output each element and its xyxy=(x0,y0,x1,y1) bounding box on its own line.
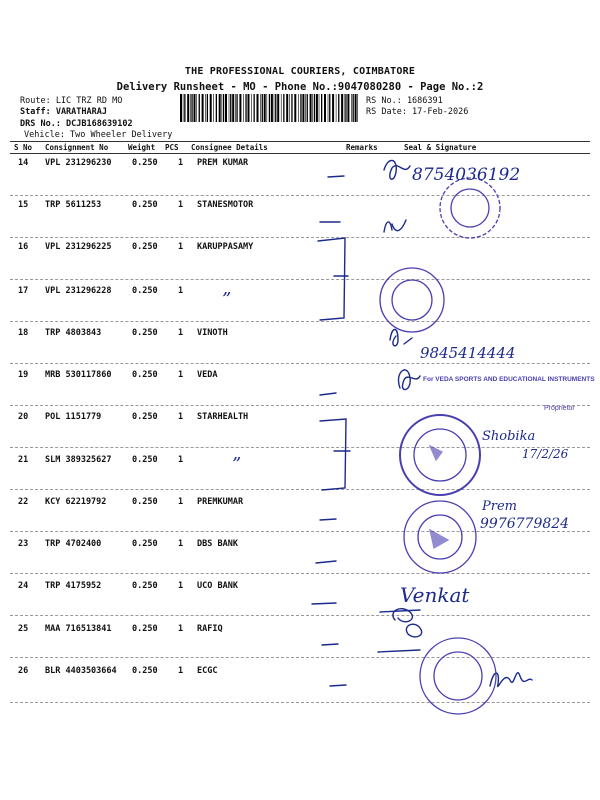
signature-row18 xyxy=(390,330,412,346)
row-consignee: DBS BANK xyxy=(197,539,238,549)
row-consignee: UCO BANK xyxy=(197,581,238,591)
barcode-bar xyxy=(254,94,255,122)
barcode xyxy=(180,94,360,122)
barcode-bar xyxy=(329,94,330,122)
signature-row26 xyxy=(490,673,532,687)
stamp-text-row19: For VEDA SPORTS AND EDUCATIONAL INSTRUMENTS xyxy=(423,376,595,383)
barcode-bar xyxy=(196,94,197,122)
barcode-bar xyxy=(312,94,313,122)
row-sno: 24 xyxy=(18,581,29,591)
row-consignment: MAA 716513841 xyxy=(45,624,112,634)
barcode-bar xyxy=(294,94,296,122)
signature-line xyxy=(380,610,420,612)
barcode-bar xyxy=(305,94,306,122)
barcode-bar xyxy=(260,94,261,122)
barcode-bar xyxy=(180,94,182,122)
barcode-bar xyxy=(213,94,214,122)
stamp-row23-inner xyxy=(418,515,462,559)
barcode-bar xyxy=(286,94,288,122)
row-weight: 0.250 xyxy=(132,581,158,591)
row-sno: 15 xyxy=(18,200,29,210)
row-divider xyxy=(10,531,590,532)
row-weight: 0.250 xyxy=(132,370,158,380)
row-weight: 0.250 xyxy=(132,328,158,338)
col-sno: S No xyxy=(14,143,33,152)
row-pcs: 1 xyxy=(178,666,184,676)
row-divider xyxy=(10,657,590,658)
barcode-bar xyxy=(347,94,349,122)
row-consignee: VINOTH xyxy=(197,328,228,338)
barcode-bar xyxy=(324,94,326,122)
col-remarks: Remarks xyxy=(346,143,378,152)
barcode-bar xyxy=(235,94,236,122)
row-divider xyxy=(10,615,590,616)
col-consignee: Consignee Details xyxy=(191,143,268,152)
signature-row19 xyxy=(399,370,420,390)
row-pcs: 1 xyxy=(178,200,184,210)
row-weight: 0.250 xyxy=(132,624,158,634)
barcode-bar xyxy=(239,94,241,122)
barcode-bar xyxy=(289,94,290,122)
barcode-bar xyxy=(251,94,252,122)
barcode-bar xyxy=(328,94,329,122)
stamp-row26-inner xyxy=(434,652,482,700)
barcode-bar xyxy=(271,94,273,122)
row-sno: 25 xyxy=(18,624,29,634)
barcode-bar xyxy=(219,94,221,122)
rs-number: RS No.: 1686391 xyxy=(366,96,443,106)
row-sno: 18 xyxy=(18,328,29,338)
remark-dash xyxy=(320,519,336,520)
barcode-bar xyxy=(267,94,268,122)
barcode-bar xyxy=(210,94,212,122)
remark-dash xyxy=(328,176,344,177)
stamp-row16-17-inner xyxy=(392,280,432,320)
vehicle-label: Vehicle: Two Wheeler Delivery xyxy=(24,130,173,140)
row-consignment: POL 1151779 xyxy=(45,412,102,422)
row-consignee: PREMKUMAR xyxy=(197,497,244,507)
remark-dash xyxy=(312,603,336,604)
barcode-bar xyxy=(345,94,346,122)
row-divider xyxy=(10,279,590,280)
row-weight: 0.250 xyxy=(132,539,158,549)
remark-dash xyxy=(320,393,336,395)
row-pcs: 1 xyxy=(178,455,184,465)
barcode-bar xyxy=(232,94,234,122)
row-pcs: 1 xyxy=(178,624,184,634)
barcode-bar xyxy=(314,94,315,122)
row-divider xyxy=(10,237,590,238)
row-sno: 20 xyxy=(18,412,29,422)
barcode-bar xyxy=(298,94,299,122)
barcode-bar xyxy=(269,94,270,122)
signature-row25 xyxy=(393,609,422,637)
row-weight: 0.250 xyxy=(132,497,158,507)
row-weight: 0.250 xyxy=(132,286,158,296)
row-consignee: STARHEALTH xyxy=(197,412,249,422)
row-divider xyxy=(10,573,590,574)
row-sno: 26 xyxy=(18,666,29,676)
signature-row14 xyxy=(384,160,410,179)
remark-dash xyxy=(330,685,346,686)
stamp-sub-row19: Proprietor xyxy=(544,405,575,412)
barcode-bar xyxy=(207,94,208,122)
col-pcs: PCS xyxy=(165,143,179,152)
stamp-row23 xyxy=(404,501,476,573)
ditto-mark-row17: ” xyxy=(222,289,232,310)
handwritten-date-row20: 17/2/26 xyxy=(522,447,569,461)
row-divider xyxy=(10,489,590,490)
handwritten-phone-row14: 8754036192 xyxy=(412,165,521,185)
barcode-bar xyxy=(291,94,292,122)
stamp-row15 xyxy=(440,178,500,238)
row-consignment: KCY 62219792 xyxy=(45,497,107,507)
row-consignee: RAFIQ xyxy=(197,624,223,634)
barcode-bar xyxy=(300,94,301,122)
row-pcs: 1 xyxy=(178,158,184,168)
barcode-bar xyxy=(248,94,250,122)
ditto-mark-row21: ” xyxy=(232,454,242,475)
barcode-bar xyxy=(277,94,279,122)
barcode-bar xyxy=(194,94,196,122)
handwritten-name-row22: Prem xyxy=(482,499,517,514)
row-consignment: TRP 4803843 xyxy=(45,328,102,338)
row-divider xyxy=(10,195,590,196)
row-weight: 0.250 xyxy=(132,158,158,168)
barcode-bar xyxy=(338,94,339,122)
row-sno: 19 xyxy=(18,370,29,380)
barcode-bar xyxy=(319,94,320,122)
row-sno: 16 xyxy=(18,242,29,252)
row-consignee: PREM KUMAR xyxy=(197,158,249,168)
col-consignment: Consignment No xyxy=(45,143,109,152)
row-weight: 0.250 xyxy=(132,200,158,210)
row-divider xyxy=(10,405,590,406)
barcode-bar xyxy=(199,94,200,122)
barcode-bar xyxy=(351,94,352,122)
barcode-bar xyxy=(275,94,276,122)
row-divider xyxy=(10,363,590,364)
row-pcs: 1 xyxy=(178,242,184,252)
barcode-bar xyxy=(310,94,312,122)
barcode-bar xyxy=(187,94,189,122)
barcode-bar xyxy=(283,94,284,122)
row-pcs: 1 xyxy=(178,412,184,422)
star-icon xyxy=(430,446,442,460)
row-pcs: 1 xyxy=(178,370,184,380)
barcode-bar xyxy=(344,94,345,122)
row-sno: 21 xyxy=(18,455,29,465)
row-sno: 17 xyxy=(18,286,29,296)
barcode-bar xyxy=(341,94,343,122)
barcode-bar xyxy=(183,94,184,122)
barcode-bar xyxy=(332,94,334,122)
barcode-bar xyxy=(316,94,318,122)
barcode-bar xyxy=(243,94,244,122)
row-consignee: ECGC xyxy=(197,666,218,676)
row-divider xyxy=(10,321,590,322)
row-sno: 22 xyxy=(18,497,29,507)
row-weight: 0.250 xyxy=(132,242,158,252)
header-rule-top xyxy=(10,141,590,142)
barcode-bar xyxy=(191,94,192,122)
barcode-bar xyxy=(355,94,357,122)
row-consignee: VEDA xyxy=(197,370,218,380)
barcode-bar xyxy=(281,94,282,122)
barcode-bar xyxy=(321,94,322,122)
signature-row15 xyxy=(384,220,406,232)
handwritten-phone-row18: 9845414444 xyxy=(420,344,516,362)
row-consignment: SLM 389325627 xyxy=(45,455,112,465)
barcode-bar xyxy=(190,94,191,122)
stamp-row20 xyxy=(400,415,480,495)
barcode-bar xyxy=(264,94,266,122)
row-pcs: 1 xyxy=(178,286,184,296)
remark-dash xyxy=(322,644,338,645)
row-consignee: KARUPPASAMY xyxy=(197,242,254,252)
star-icon xyxy=(430,530,448,548)
barcode-bar xyxy=(236,94,237,122)
barcode-bar xyxy=(274,94,275,122)
barcode-bar xyxy=(230,94,231,122)
row-consignment: VPL 231296225 xyxy=(45,242,112,252)
row-consignment: VPL 231296230 xyxy=(45,158,112,168)
barcode-bar xyxy=(223,94,224,122)
barcode-bar xyxy=(262,94,263,122)
company-title: THE PROFESSIONAL COURIERS, COIMBATORE xyxy=(184,66,416,77)
col-weight: Weight xyxy=(128,143,156,152)
barcode-bar xyxy=(257,94,259,122)
barcode-bar xyxy=(216,94,217,122)
row-sno: 14 xyxy=(18,158,29,168)
row-pcs: 1 xyxy=(178,581,184,591)
staff-label: Staff: VARATHARAJ xyxy=(20,107,107,117)
row-weight: 0.250 xyxy=(132,412,158,422)
row-divider xyxy=(10,702,590,703)
signature-line xyxy=(378,650,420,652)
header-rule-bottom xyxy=(10,153,590,154)
row-sno: 23 xyxy=(18,539,29,549)
barcode-bar xyxy=(229,94,230,122)
row-pcs: 1 xyxy=(178,539,184,549)
row-consignment: TRP 4175952 xyxy=(45,581,102,591)
drs-label: DRS No.: DCJB168639102 xyxy=(20,119,133,129)
barcode-bar xyxy=(184,94,185,122)
row-consignment: TRP 5611253 xyxy=(45,200,102,210)
row-consignment: VPL 231296228 xyxy=(45,286,112,296)
stamp-row20-inner xyxy=(414,429,466,481)
row-consignment: BLR 4403503664 xyxy=(45,666,117,676)
row-consignment: MRB 530117860 xyxy=(45,370,112,380)
barcode-bar xyxy=(222,94,223,122)
runsheet-title: Delivery Runsheet - MO - Phone No.:9047080280 - Page No.:2 xyxy=(116,81,484,93)
barcode-bar xyxy=(307,94,308,122)
barcode-bar xyxy=(353,94,354,122)
rs-date: RS Date: 17-Feb-2026 xyxy=(366,107,469,117)
barcode-bar xyxy=(202,94,204,122)
row-consignee: STANESMOTOR xyxy=(197,200,254,210)
remark-dash xyxy=(316,561,336,563)
row-divider xyxy=(10,447,590,448)
barcode-bar xyxy=(225,94,227,122)
barcode-bar xyxy=(357,94,358,122)
barcode-bar xyxy=(302,94,304,122)
handwritten-signature-row24: Venkat xyxy=(400,583,470,607)
handwritten-note-row20: Shobika xyxy=(482,429,536,444)
row-pcs: 1 xyxy=(178,328,184,338)
route-label: Route: LIC TRZ RD MO xyxy=(20,96,123,106)
row-weight: 0.250 xyxy=(132,455,158,465)
row-consignment: TRP 4702400 xyxy=(45,539,102,549)
row-weight: 0.250 xyxy=(132,666,158,676)
row-pcs: 1 xyxy=(178,497,184,507)
barcode-bar xyxy=(336,94,337,122)
handwritten-phone-row22: 9976779824 xyxy=(480,516,570,532)
col-seal: Seal & Signature xyxy=(404,143,477,152)
barcode-bar xyxy=(205,94,206,122)
bracket-rows-20-21 xyxy=(320,419,346,490)
stamp-row16-17 xyxy=(380,268,444,332)
barcode-bar xyxy=(245,94,246,122)
